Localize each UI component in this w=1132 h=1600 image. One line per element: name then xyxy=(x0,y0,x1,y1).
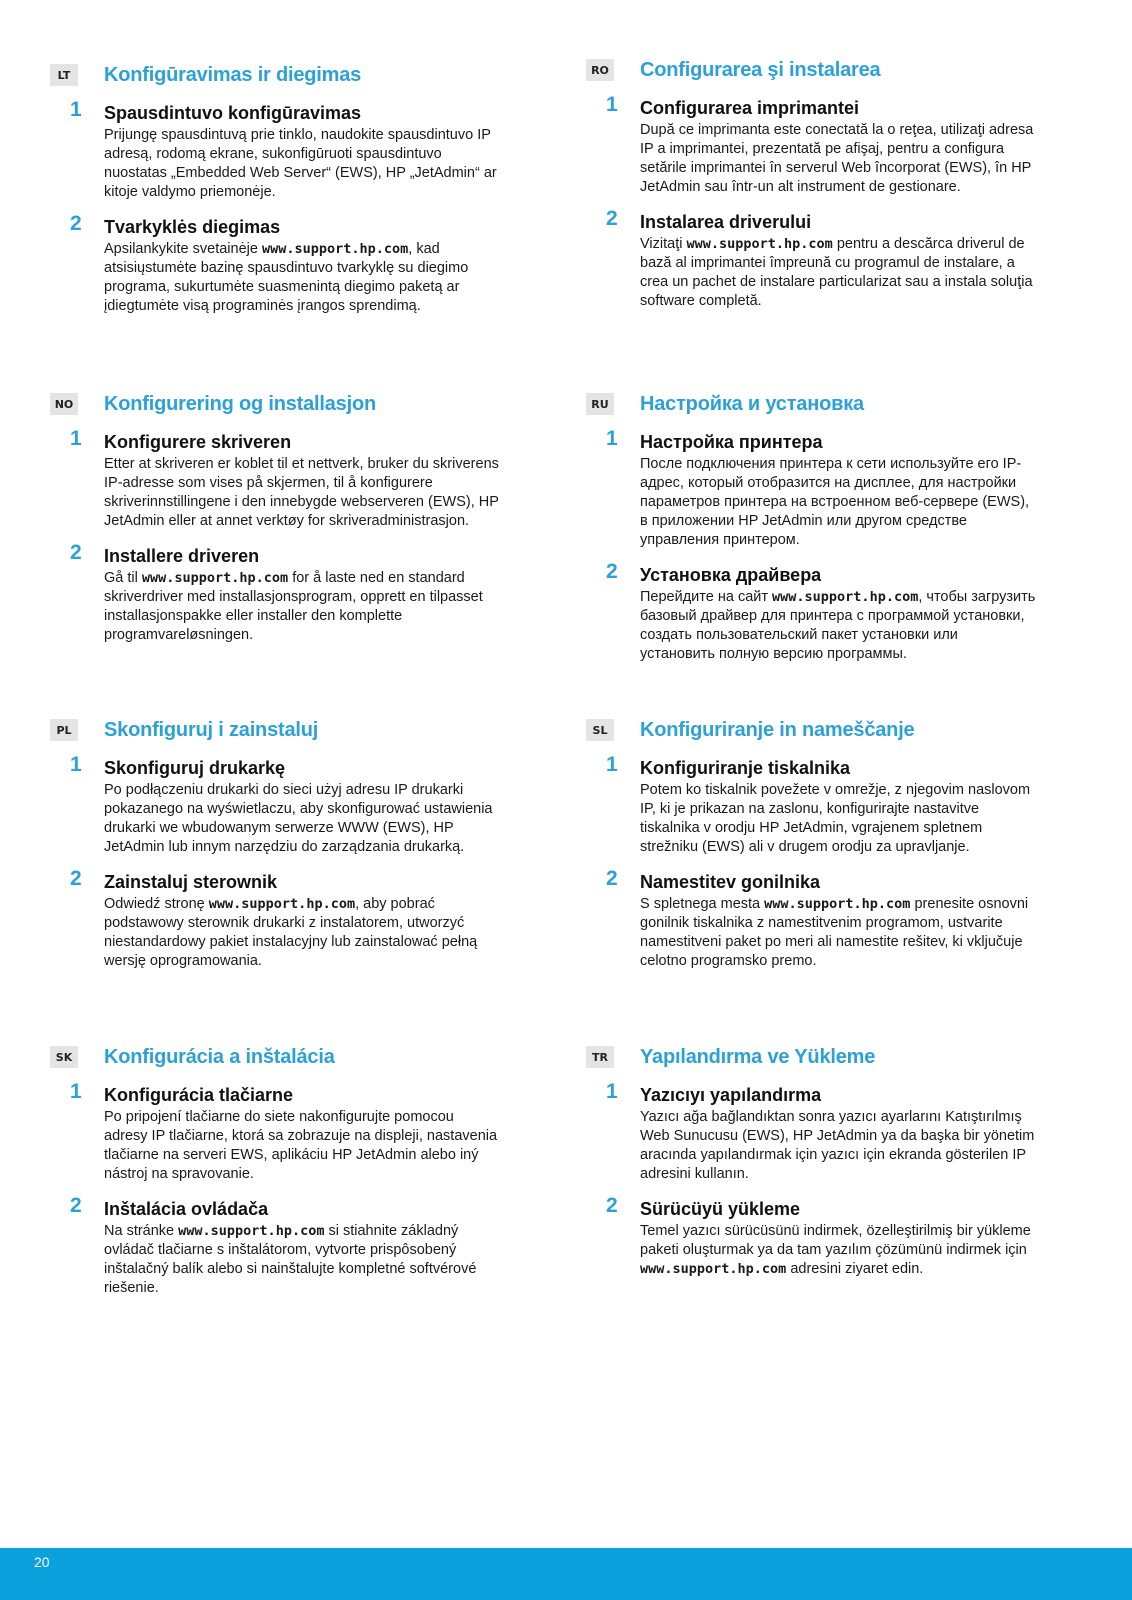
step-1 xyxy=(50,427,500,531)
step-2 xyxy=(586,867,1036,971)
section-title: Настройка и установка xyxy=(640,393,864,415)
step-text-pre: Vizitaţi xyxy=(640,236,687,252)
section-ru xyxy=(586,391,1036,664)
step-text-post: , чтобы загрузить базовый драйвер для принтера с программой установки, создать пользовательский пакет установки или установить полную версию программы. xyxy=(640,589,1036,662)
step-text-post: , aby pobrać podstawowy sterownik drukarki z instalatorem, utworzyć niestandardowy pakiet instalacyjny lub zainstalować pełną wersję oprogramowania. xyxy=(104,896,478,969)
step-number: 2 xyxy=(70,212,82,235)
step-number: 1 xyxy=(606,1080,618,1103)
step-2 xyxy=(50,212,500,316)
footer-bar xyxy=(0,1548,1132,1600)
step-text-post: , kad atsisiųstumėte bazinę spausdintuvo tvarkyklę su diegimo programa, sukurtumėte suasmenintą diegimo paketą ar įdiegtumėte visą programinės įrangos sprendimą. xyxy=(104,241,469,314)
step-title: Configurarea imprimantei xyxy=(640,98,860,118)
step-text-pre: Перейдите на сайт xyxy=(640,589,773,605)
step-text xyxy=(104,895,500,971)
step-title: Inštalácia ovládača xyxy=(104,1199,269,1219)
step-text: După ce imprimanta este conectată la o reţea, utilizaţi adresa IP a imprimantei, prezentată pe afişaj, pentru a configura setările imprimantei în serverul Web încorporat (EWS), în HP JetAdmin sau într-un alt instrument de gestionare. xyxy=(640,122,1034,195)
step-number: 1 xyxy=(606,427,618,450)
step-2 xyxy=(50,867,500,971)
step-text-post: si stiahnite základný ovládač tlačiarne s inštalátorom, vytvorte prispôsobený inštalačný balík alebo si nainštalujte kompletné softvérové riešenie. xyxy=(104,1223,477,1296)
step-text xyxy=(640,235,1036,311)
step-text: Potem ko tiskalnik povežete v omrežje, z njegovim naslovom IP, ki je prikazan na zaslonu, konfigurirajte nastavitve tiskalnika v orodju HP JetAdmin, vgrajenem spletnem strežniku (EWS) ali v drugem orodju za upravljanje. xyxy=(640,782,1031,855)
support-link[interactable]: www.support.hp.com xyxy=(208,896,356,912)
language-tag: SL xyxy=(586,719,614,741)
step-text-post: prenesite osnovni gonilnik tiskalnika z namestitvenim programom, ustvarite namestitveni paket po meri ali namestite rešitev, ki vključuje celotno programsko premo. xyxy=(640,896,1029,969)
step-text xyxy=(640,895,1036,971)
step-number: 1 xyxy=(70,753,82,776)
step-number: 2 xyxy=(70,867,82,890)
section-title: Konfiguriranje in nameščanje xyxy=(640,719,915,741)
section-tr xyxy=(586,1044,1036,1279)
step-text-post: adresini ziyaret edin. xyxy=(786,1261,924,1277)
support-link[interactable]: www.support.hp.com xyxy=(686,236,833,252)
step-title: Tvarkyklės diegimas xyxy=(104,217,281,237)
step-title: Namestitev gonilnika xyxy=(640,872,821,892)
step-1 xyxy=(50,753,500,857)
step-title: Instalarea driverului xyxy=(640,212,812,232)
step-2 xyxy=(50,541,500,645)
section-ro xyxy=(586,57,1036,311)
step-title: Spausdintuvo konfigūravimas xyxy=(104,103,362,123)
section-pl xyxy=(50,717,500,971)
step-number: 2 xyxy=(606,1194,618,1217)
step-text xyxy=(104,240,500,316)
step-number: 1 xyxy=(70,1080,82,1103)
step-1 xyxy=(586,753,1036,857)
language-tag: RO xyxy=(586,59,614,81)
step-title: Konfiguriranje tiskalnika xyxy=(640,758,851,778)
step-text: Etter at skriveren er koblet til et nettverk, bruker du skriverens IP-adresse som vises på skjermen, til å konfigurere skriverinnstillingene i den innebygde webserveren (EWS), HP JetAdmin eller at annet verktøy for skriveradministrasjon. xyxy=(104,456,499,529)
language-tag: LT xyxy=(50,64,78,86)
step-title: Skonfiguruj drukarkę xyxy=(104,758,286,778)
language-tag: RU xyxy=(586,393,614,415)
support-link[interactable]: www.support.hp.com xyxy=(261,241,409,257)
step-title: Installere driveren xyxy=(104,546,260,566)
step-text: Prijungę spausdintuvą prie tinklo, naudokite spausdintuvo IP adresą, rodomą ekrane, sukonfigūruoti spausdintuvo nuostatas „Embedded Web Server“ (EWS), HP „JetAdmin“ ar kitoje valdymo priemonėje. xyxy=(104,127,497,200)
step-number: 2 xyxy=(70,541,82,564)
step-number: 1 xyxy=(70,427,82,450)
step-title: Zainstaluj sterownik xyxy=(104,872,278,892)
support-link[interactable]: www.support.hp.com xyxy=(178,1223,325,1239)
step-text xyxy=(104,1222,500,1298)
section-sl xyxy=(586,717,1036,971)
step-text: Po pripojení tlačiarne do siete nakonfigurujte pomocou adresy IP tlačiarne, ktorá sa zobrazuje na displeji, nastavenia tlačiarne na serveri EWS, aplikáciu HP JetAdmin alebo iný nástroj na spravovanie. xyxy=(104,1109,498,1182)
language-tag: TR xyxy=(586,1046,614,1068)
step-1 xyxy=(586,1080,1036,1184)
step-1 xyxy=(50,1080,500,1184)
step-text-pre: Odwiedź stronę xyxy=(104,896,209,912)
step-text-post: pentru a descărca driverul de bază al imprimantei împreună cu programul de instalare, a crea un pachet de instalare particularizat sau a instala soluţia software completă. xyxy=(640,236,1033,309)
step-title: Установка драйвера xyxy=(640,565,822,585)
section-title: Konfigūravimas ir diegimas xyxy=(104,64,362,86)
step-2 xyxy=(586,560,1036,664)
step-text-pre: Gå til xyxy=(104,570,142,586)
step-number: 1 xyxy=(70,98,82,121)
language-tag: NO xyxy=(50,393,78,415)
language-tag: SK xyxy=(50,1046,78,1068)
step-text: Yazıcı ağa bağlandıktan sonra yazıcı ayarlarını Katıştırılmış Web Sunucusu (EWS), HP JetAdmin ya da başka bir yönetim aracında yapılandırmak için yazıcı için ekranda gösterilen IP adresini kullanın. xyxy=(640,1109,1035,1182)
step-1 xyxy=(586,93,1036,197)
step-title: Konfigurácia tlačiarne xyxy=(104,1085,294,1105)
step-number: 1 xyxy=(606,753,618,776)
section-title: Configurarea şi instalarea xyxy=(640,59,881,81)
section-sk xyxy=(50,1044,500,1298)
support-link[interactable]: www.support.hp.com xyxy=(772,589,919,605)
step-number: 2 xyxy=(70,1194,82,1217)
step-text-pre: Apsilankykite svetainėje xyxy=(104,241,262,257)
step-1 xyxy=(586,427,1036,550)
step-text-pre: S spletnega mesta xyxy=(640,896,765,912)
support-link[interactable]: www.support.hp.com xyxy=(141,570,289,586)
step-text: Po podłączeniu drukarki do sieci użyj adresu IP drukarki pokazanego na wyświetlaczu, aby skonfigurować ustawienia drukarki we wbudowanym serwerze WWW (EWS), HP JetAdmin lub innym narzędziu do zarządzania drukarką. xyxy=(104,782,493,855)
step-text-post: for å laste ned en standard skriverdriver med installasjonsprogram, opprett en tilpasset installasjonspakke eller installer den komplette programvareløsningen. xyxy=(104,570,483,643)
step-title: Konfigurere skriveren xyxy=(104,432,292,452)
step-number: 2 xyxy=(606,560,618,583)
step-title: Настройка принтера xyxy=(640,432,823,452)
step-2 xyxy=(586,207,1036,311)
step-text: После подключения принтера к сети используйте его IP-адрес, который отобразится на дисплее, для настройки параметров принтера на встроенном веб-сервере (EWS), в приложении HP JetAdmin или другом средстве управления принтером. xyxy=(640,456,1030,548)
step-text-pre: Temel yazıcı sürücüsünü indirmek, özelleştirilmiş bir yükleme paketi oluşturmak ya da tam yazılım çözümünü indirmek için xyxy=(640,1223,1031,1258)
support-link[interactable]: www.support.hp.com xyxy=(640,1261,787,1277)
step-2 xyxy=(586,1194,1036,1279)
step-number: 2 xyxy=(606,207,618,230)
step-text xyxy=(640,1222,1036,1279)
step-title: Sürücüyü yükleme xyxy=(640,1199,801,1219)
section-title: Yapılandırma ve Yükleme xyxy=(640,1046,876,1068)
support-link[interactable]: www.support.hp.com xyxy=(764,896,911,912)
section-title: Konfigurering og installasjon xyxy=(104,393,376,415)
language-tag: PL xyxy=(50,719,78,741)
step-text-pre: Na stránke xyxy=(104,1223,179,1239)
section-title: Skonfiguruj i zainstaluj xyxy=(104,719,319,741)
section-no xyxy=(50,391,500,645)
step-number: 2 xyxy=(606,867,618,890)
step-1 xyxy=(50,98,500,202)
step-number: 1 xyxy=(606,93,618,116)
page-number: 20 xyxy=(34,1554,50,1570)
step-text xyxy=(640,588,1036,664)
step-text xyxy=(104,569,500,645)
step-title: Yazıcıyı yapılandırma xyxy=(640,1085,822,1105)
section-title: Konfigurácia a inštalácia xyxy=(104,1046,335,1068)
step-2 xyxy=(50,1194,500,1298)
section-lt xyxy=(50,62,500,316)
